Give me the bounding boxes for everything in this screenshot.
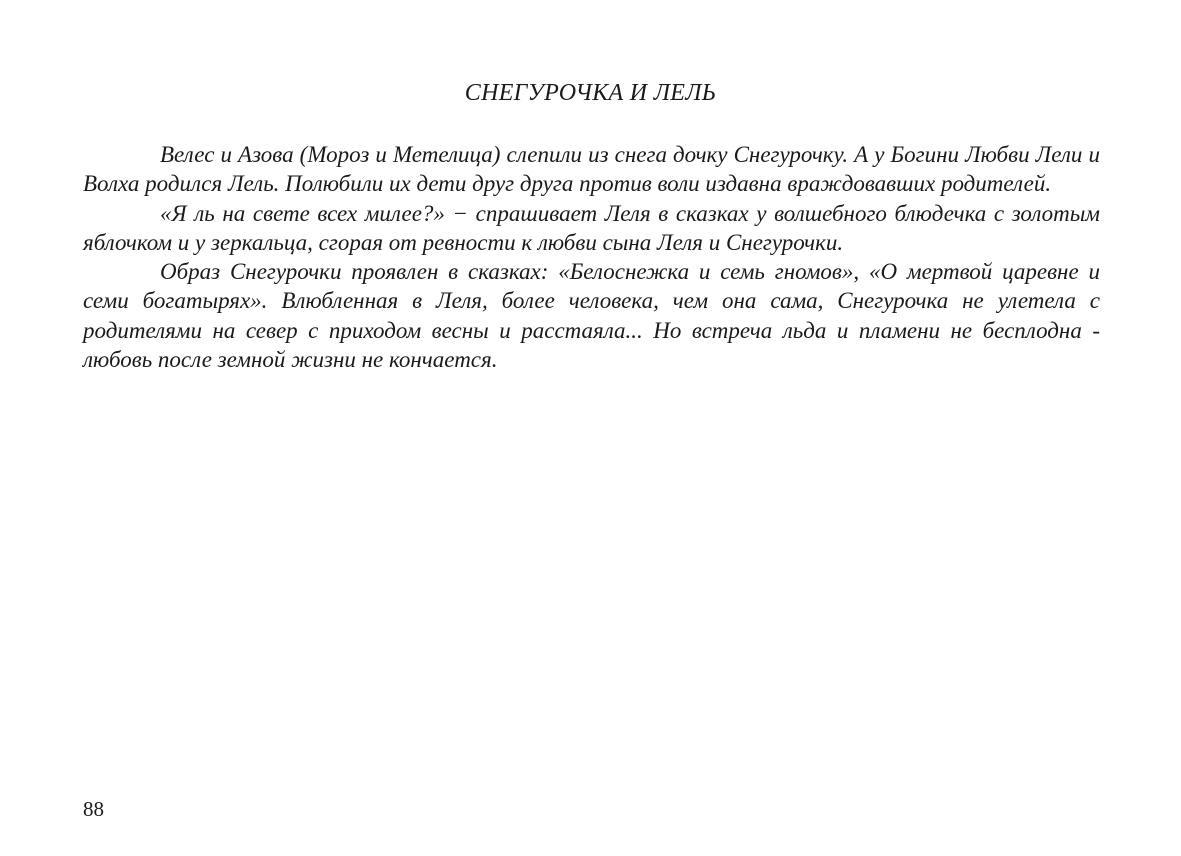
paragraph-1: Велес и Азова (Мороз и Метелица) слепили из снега дочку Снегурочку. А у Богини Любви Лели и Волха родился Лель. Полюбили их дети друг друга против воли издавна враждовавших родителей. [83, 142, 1100, 197]
chapter-title: СНЕГУРОЧКА И ЛЕЛЬ [464, 80, 717, 106]
paragraph-3: Образ Снегурочки проявлен в сказках: «Белоснежка и семь гномов», «О мертвой царевне и семи богатырях». Влюбленная в Леля, более человека, чем она сама, Снегурочка не улетела с родителями на север с приходом весны и расстаяла... Но встреча льда и пламени не бесплодна - любовь после земной жизни не кончается. [83, 259, 1100, 373]
body-text [83, 140, 1100, 374]
paragraph-2: «Я ль на свете всех милее?» − спрашивает Леля в сказках у волшебного блюдечка с золотым яблочком и у зеркальца, сгорая от ревности к любви сына Леля и Снегурочки. [83, 200, 1100, 255]
page-number: 88 [83, 797, 104, 821]
